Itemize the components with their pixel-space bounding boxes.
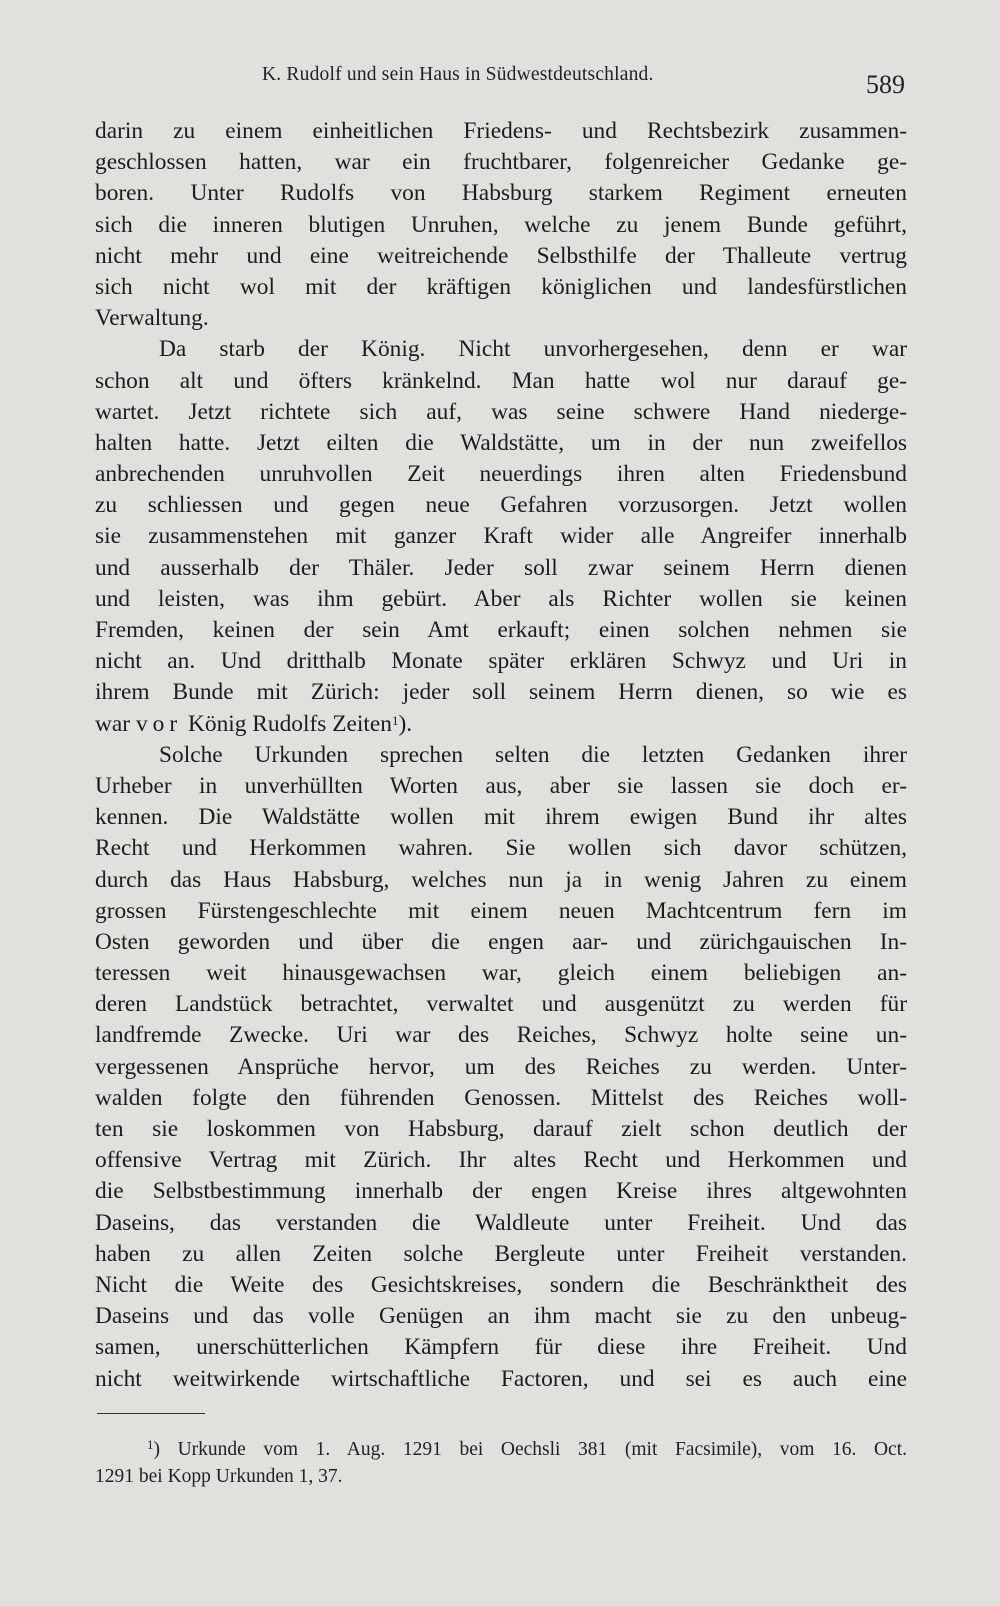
text-line: vergessenen Ansprüche hervor, um des Reiches zu werden. Unter- bbox=[95, 1053, 907, 1080]
text-line: und ausserhalb der Thäler. Jeder soll zwar seinem Herrn dienen bbox=[95, 554, 907, 581]
text-line: geschlossen hatten, war ein fruchtbarer, folgenreicher Gedanke ge- bbox=[95, 149, 907, 176]
text-line: durch das Haus Habsburg, welches nun ja in wenig Jahren zu einem bbox=[95, 866, 907, 893]
footnote-marker: 1 bbox=[147, 1437, 154, 1452]
text-line: Daseins und das volle Genügen an ihm macht sie zu den unbeug- bbox=[95, 1303, 907, 1330]
page-number: 589 bbox=[866, 70, 905, 99]
text-fragment: war bbox=[95, 710, 131, 737]
text-line: Daseins, das verstanden die Waldleute unter Freiheit. Und das bbox=[95, 1209, 907, 1236]
text-line: nicht an. Und dritthalb Monate später erklären Schwyz und Uri in bbox=[95, 648, 907, 675]
text-line-with-footnote-ref bbox=[95, 709, 907, 740]
text-line: Recht und Herkommen wahren. Sie wollen sich davor schützen, bbox=[95, 835, 907, 862]
text-line: nicht weitwirkende wirtschaftliche Factoren, und sei es auch eine bbox=[95, 1365, 907, 1392]
text-line: sich nicht wol mit der kräftigen königlichen und landesfürstlichen bbox=[95, 273, 907, 300]
text-fragment: ). bbox=[398, 710, 413, 737]
text-line: wartet. Jetzt richtete sich auf, was seine schwere Hand niederge- bbox=[95, 398, 907, 425]
text-line: sich die inneren blutigen Unruhen, welche zu jenem Bunde geführt, bbox=[95, 211, 907, 238]
footnote-line bbox=[95, 1436, 907, 1463]
text-line: und leisten, was ihm gebürt. Aber als Richter wollen sie keinen bbox=[95, 585, 907, 612]
text-line: samen, unerschütterlichen Kämpfern für diese ihre Freiheit. Und bbox=[95, 1334, 907, 1361]
text-line: anbrechenden unruhvollen Zeit neuerdings ihren alten Friedensbund bbox=[95, 461, 907, 488]
text-line: grossen Fürstengeschlechte mit einem neuen Machtcentrum fern im bbox=[95, 897, 907, 924]
footnote bbox=[95, 1436, 907, 1490]
text-line: schon alt und öfters kränkelnd. Man hatte wol nur darauf ge- bbox=[95, 367, 907, 394]
text-line: boren. Unter Rudolfs von Habsburg starkem Regiment erneuten bbox=[95, 180, 907, 207]
text-line: nicht mehr und eine weitreichende Selbsthilfe der Thalleute vertrug bbox=[95, 242, 907, 269]
footnote-line: 1291 bei Kopp Urkunden 1, 37. bbox=[95, 1466, 343, 1487]
text-line: sie zusammenstehen mit ganzer Kraft wider alle Angreifer innerhalb bbox=[95, 523, 907, 550]
text-line: ten sie loskommen von Habsburg, darauf zielt schon deutlich der bbox=[95, 1116, 907, 1142]
running-title: K. Rudolf und sein Haus in Südwestdeutschland. bbox=[262, 64, 654, 85]
emphasized-word: vor bbox=[135, 710, 183, 737]
footnote-text: ) Urkunde vom 1. Aug. 1291 bei Oechsli 381 (mit Facsimile), vom 16. Oct. bbox=[153, 1439, 907, 1460]
text-line: Solche Urkunden sprechen selten die letzten Gedanken ihrer bbox=[159, 741, 907, 768]
text-line: offensive Vertrag mit Zürich. Ihr altes Recht und Herkommen und bbox=[95, 1147, 907, 1174]
text-line: Verwaltung. bbox=[95, 305, 209, 332]
text-line: die Selbstbestimmung innerhalb der engen Kreise ihres altgewohnten bbox=[95, 1178, 907, 1205]
text-line: haben zu allen Zeiten solche Bergleute unter Freiheit verstanden. bbox=[95, 1240, 907, 1267]
footnote-divider bbox=[97, 1413, 205, 1414]
text-line: walden folgte den führenden Genossen. Mittelst des Reiches woll- bbox=[95, 1084, 907, 1111]
text-line: halten hatte. Jetzt eilten die Waldstätte, um in der nun zweifellos bbox=[95, 429, 907, 456]
text-line: Fremden, keinen der sein Amt erkauft; einen solchen nehmen sie bbox=[95, 617, 907, 643]
text-line: darin zu einem einheitlichen Friedens- und Rechtsbezirk zusammen- bbox=[95, 118, 907, 144]
text-line: deren Landstück betrachtet, verwaltet und ausgenützt zu werden für bbox=[95, 991, 907, 1018]
text-line: landfremde Zwecke. Uri war des Reiches, Schwyz holte seine un- bbox=[95, 1022, 907, 1049]
text-line: ihrem Bunde mit Zürich: jeder soll seinem Herrn dienen, so wie es bbox=[95, 679, 907, 706]
body-text bbox=[95, 116, 907, 1395]
text-line: Osten geworden und über die engen aar- und zürichgauischen In- bbox=[95, 928, 907, 955]
text-line: teressen weit hinausgewachsen war, gleich einem beliebigen an- bbox=[95, 960, 907, 987]
text-line: kennen. Die Waldstätte wollen mit ihrem ewigen Bund ihr altes bbox=[95, 804, 907, 831]
text-line: Nicht die Weite des Gesichtskreises, sondern die Beschränktheit des bbox=[95, 1271, 907, 1298]
text-fragment: König Rudolfs Zeiten bbox=[187, 710, 392, 737]
text-line: Da starb der König. Nicht unvorhergesehen, denn er war bbox=[159, 336, 907, 363]
text-line: zu schliessen und gegen neue Gefahren vorzusorgen. Jetzt wollen bbox=[95, 492, 907, 519]
text-line: Urheber in unverhüllten Worten aus, aber sie lassen sie doch er- bbox=[95, 772, 907, 799]
footnote-reference: 1 bbox=[391, 712, 399, 728]
